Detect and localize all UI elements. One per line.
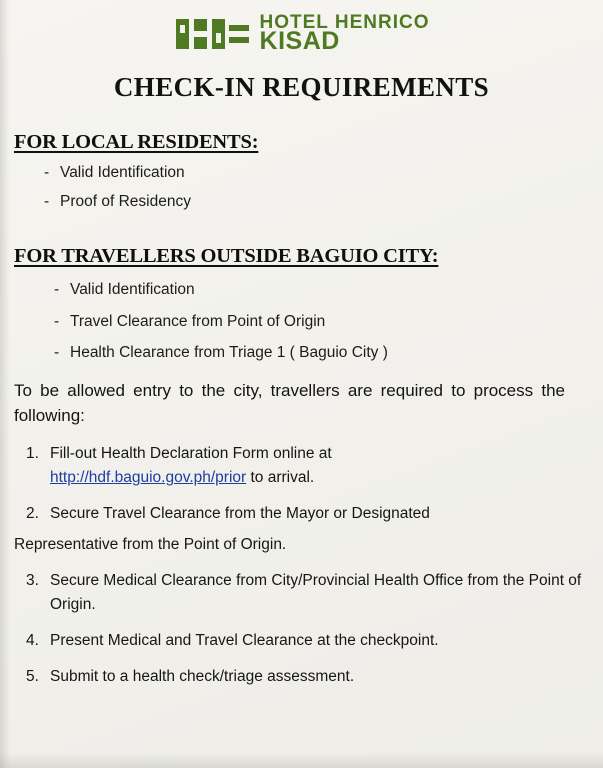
paragraph-line-1: To be allowed entry to the city, travellers are required to process the bbox=[14, 380, 565, 400]
logo-row bbox=[14, 0, 589, 58]
step-number: 4. bbox=[26, 632, 39, 650]
dash-bullet-icon: - bbox=[54, 281, 60, 299]
step-number: 1. bbox=[26, 445, 39, 463]
hotel-logo-wordmark bbox=[260, 14, 430, 54]
hdf-link[interactable]: http://hdf.baguio.gov.ph/prior bbox=[50, 469, 247, 487]
list-item-label: Proof of Residency bbox=[60, 192, 191, 210]
entry-instruction-paragraph bbox=[14, 379, 589, 428]
steps-list bbox=[14, 442, 589, 689]
dash-bullet-icon: - bbox=[44, 192, 50, 210]
dash-bullet-icon: - bbox=[44, 164, 50, 181]
step-number: 3. bbox=[26, 572, 39, 590]
list-item bbox=[54, 281, 589, 300]
hotel-logo bbox=[174, 14, 430, 54]
step-number: 2. bbox=[26, 505, 39, 523]
page-edge-shadow bbox=[0, 0, 10, 768]
step-text: Present Medical and Travel Clearance at the checkpoint. bbox=[50, 632, 439, 650]
page-title: CHECK-IN REQUIREMENTS bbox=[113, 72, 490, 102]
hotel-logo-mark bbox=[174, 15, 252, 53]
local-residents-list bbox=[14, 164, 589, 211]
dash-bullet-icon: - bbox=[54, 312, 60, 330]
list-item-label: Travel Clearance from Point of Origin bbox=[70, 312, 326, 330]
page-bottom-shadow bbox=[0, 752, 603, 768]
list-item bbox=[44, 192, 589, 212]
dash-bullet-icon: - bbox=[54, 344, 60, 362]
list-item bbox=[44, 164, 589, 183]
step-text-continuation: Representative from the Point of Origin. bbox=[14, 536, 287, 554]
section-heading-outside-travellers: FOR TRAVELLERS OUTSIDE BAGUIO CITY: bbox=[14, 245, 439, 268]
list-item bbox=[14, 569, 589, 617]
logo-line-1: HOTEL HENRICO bbox=[259, 12, 430, 34]
section-heading-local-residents: FOR LOCAL RESIDENTS: bbox=[14, 131, 259, 153]
step-text: Secure Medical Clearance from City/Provincial Health Office from the Point of Origin. bbox=[50, 572, 582, 614]
list-item bbox=[54, 312, 589, 332]
list-item-label: Valid Identification bbox=[60, 164, 185, 181]
step-number: 5. bbox=[26, 668, 39, 686]
step-text-after: to arrival. bbox=[246, 469, 315, 487]
list-item bbox=[14, 502, 589, 557]
logo-line-2: KISAD bbox=[259, 27, 340, 56]
outside-travellers-list bbox=[14, 281, 589, 363]
paragraph-line-2: following: bbox=[14, 405, 85, 425]
list-item-label: Valid Identification bbox=[70, 281, 195, 299]
step-text: Fill-out Health Declaration Form online at bbox=[50, 445, 332, 463]
step-text: Submit to a health check/triage assessment. bbox=[50, 668, 355, 686]
list-item bbox=[54, 344, 589, 363]
list-item bbox=[14, 629, 589, 653]
step-text: Secure Travel Clearance from the Mayor or Designated bbox=[50, 505, 430, 523]
list-item bbox=[14, 665, 589, 689]
list-item-label: Health Clearance from Triage 1 ( Baguio City ) bbox=[70, 344, 388, 362]
list-item bbox=[14, 442, 589, 490]
